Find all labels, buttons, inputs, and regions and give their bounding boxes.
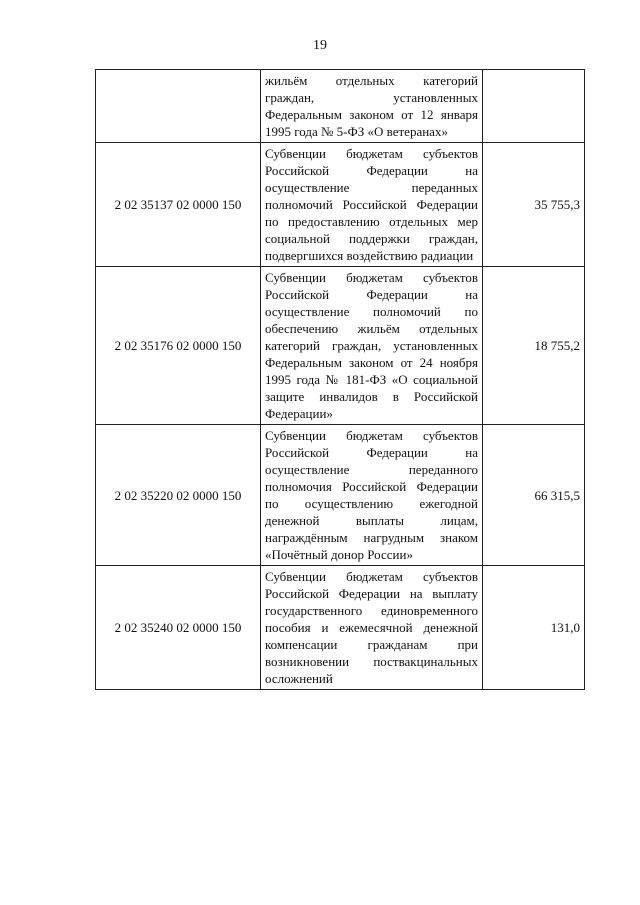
- description-cell: Субвенции бюджетам субъектов Российской Федерации на осуществление переданных полномочий Российской Федерации по предоставлению отдельных мер социальной поддержки граждан, подвергшихся воздействию радиации: [261, 143, 483, 267]
- table-row: [96, 267, 585, 425]
- table-row: [96, 70, 585, 143]
- amount-cell: [483, 70, 585, 143]
- description-cell: Субвенции бюджетам субъектов Российской Федерации на осуществление переданного полномочия Российской Федерации по осуществлению ежегодной денежной выплаты лицам, награждённым нагрудным знаком «Почётный донор России»: [261, 425, 483, 566]
- description-cell: Субвенции бюджетам субъектов Российской Федерации на выплату государственного единовременного пособия и ежемесячной денежной компенсации гражданам при возникновении поствакцинальных осложнений: [261, 566, 483, 690]
- budget-code-cell: 2 02 35176 02 0000 150: [96, 267, 261, 425]
- table-row: [96, 425, 585, 566]
- table-row: [96, 143, 585, 267]
- page-number: 19: [313, 38, 327, 53]
- amount-cell: 66 315,5: [483, 425, 585, 566]
- amount-cell: 131,0: [483, 566, 585, 690]
- amount-cell: 35 755,3: [483, 143, 585, 267]
- budget-table: [95, 69, 585, 690]
- table-row: [96, 566, 585, 690]
- budget-code-cell: [96, 70, 261, 143]
- budget-code-cell: 2 02 35240 02 0000 150: [96, 566, 261, 690]
- description-cell: жильём отдельных категорий граждан, установленных Федеральным законом от 12 января 1995 года № 5-ФЗ «О ветеранах»: [261, 70, 483, 143]
- amount-cell: 18 755,2: [483, 267, 585, 425]
- description-cell: Субвенции бюджетам субъектов Российской Федерации на осуществление полномочий по обеспечению жильём отдельных категорий граждан, установленных Федеральным законом от 24 ноября 1995 года № 181-ФЗ «О социальной защите инвалидов в Российской Федерации»: [261, 267, 483, 425]
- budget-code-cell: 2 02 35137 02 0000 150: [96, 143, 261, 267]
- budget-code-cell: 2 02 35220 02 0000 150: [96, 425, 261, 566]
